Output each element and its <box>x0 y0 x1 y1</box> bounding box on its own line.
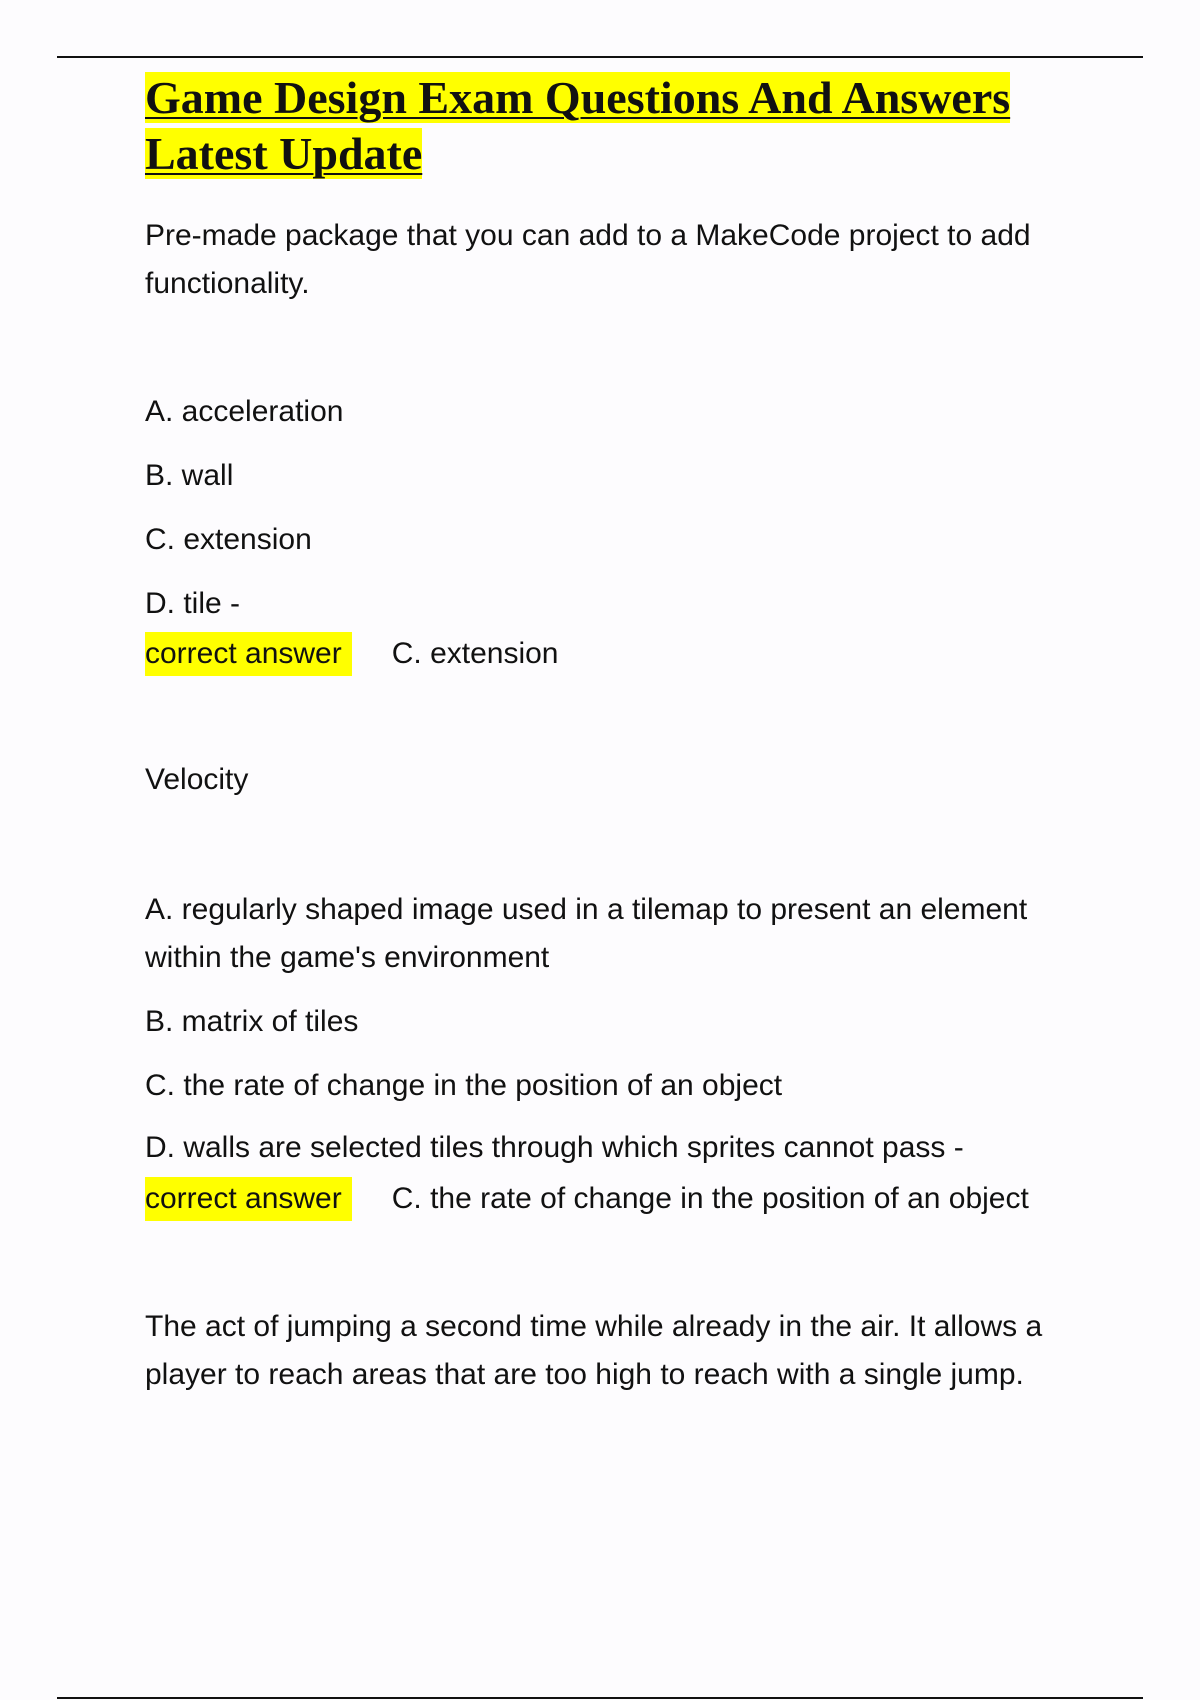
question-1-option-a: A. acceleration <box>145 395 344 428</box>
question-1-option-d: D. tile - <box>145 587 241 620</box>
question-2-option-d: D. walls are selected tiles through which sprites cannot pass - <box>145 1131 964 1164</box>
header-rule <box>57 56 1143 58</box>
question-3-prompt: The act of jumping a second time while already in the air. It allows a player to reach areas that are too high to reach with a single jump. <box>145 1310 1043 1391</box>
question-2-answer: C. the rate of change in the position of an object <box>391 1182 1029 1215</box>
question-1-answer-row <box>145 632 559 676</box>
question-1-prompt: Pre-made package that you can add to a MakeCode project to add functionality. <box>145 219 1031 300</box>
title-line-1: Game Design Exam Questions And Answers <box>145 72 1011 123</box>
question-2-answer-row <box>145 1177 1029 1221</box>
document-title <box>145 70 1085 182</box>
title-line-2: Latest Update <box>145 128 423 179</box>
correct-answer-label: correct answer <box>145 1177 352 1221</box>
question-2-prompt: Velocity <box>145 763 249 796</box>
question-1-option-c: C. extension <box>145 523 312 556</box>
question-1-answer: C. extension <box>391 637 559 670</box>
correct-answer-label: correct answer <box>145 632 352 676</box>
question-2-option-c: C. the rate of change in the position of an object <box>145 1069 783 1102</box>
question-1-option-b: B. wall <box>145 459 234 492</box>
footer-rule <box>57 1697 1143 1699</box>
question-2-option-b: B. matrix of tiles <box>145 1005 359 1038</box>
question-2-option-a: A. regularly shaped image used in a tilemap to present an element within the game's environment <box>145 893 1028 974</box>
